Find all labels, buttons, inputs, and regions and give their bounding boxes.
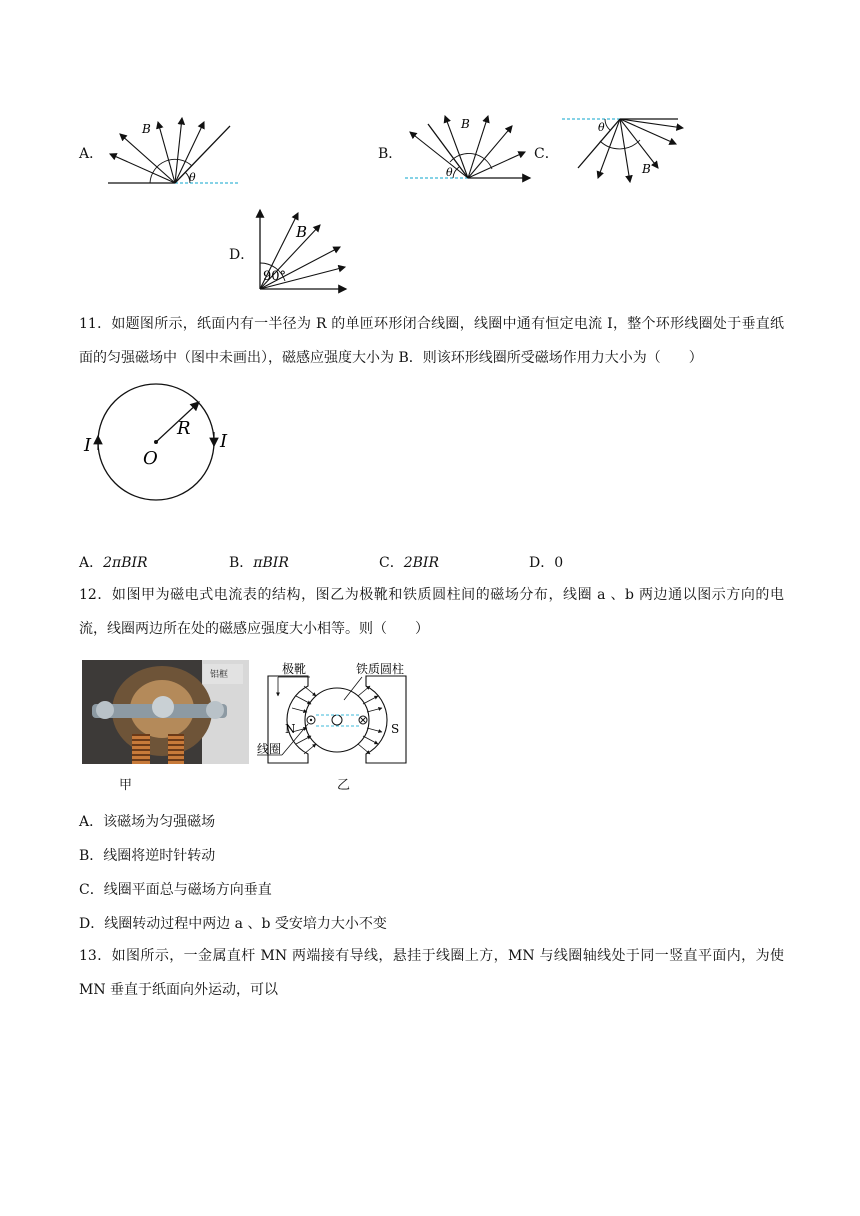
q12-option-d: D．线圈转动过程中两边 a 、b 受安培力大小不变 <box>79 916 387 932</box>
q10-option-c-figure <box>558 110 688 190</box>
q11-question <box>79 307 784 375</box>
q10-option-a-label: A． <box>79 146 104 162</box>
q13-number: 13． <box>79 948 112 964</box>
q12-label-xianquan: 线圈 <box>257 742 282 756</box>
q11-figure <box>75 380 245 510</box>
q13-text: 如图所示，一金属直杆 MN 两端接有导线，悬挂于线圈上方，MN 与线圈轴线处于同一竖直平面内，为使 MN 垂直于纸面向外运动，可以 <box>79 948 784 998</box>
q10-b-theta: θ <box>446 166 453 179</box>
q12-label-s: S <box>391 722 400 736</box>
q12-option-c: C．线圈平面总与磁场方向垂直 <box>79 882 272 898</box>
q10-b-b-label: B <box>461 117 470 131</box>
q10-option-d-figure <box>250 205 355 297</box>
q10-option-c-label: C． <box>534 146 559 162</box>
q11-option-d: D．0 <box>529 555 564 571</box>
q12-option-b: B．线圈将逆时针转动 <box>79 848 216 864</box>
q12-label-jixue: 极靴 <box>282 662 307 676</box>
q12-label-tiezhi: 铁质圆柱 <box>356 662 405 676</box>
q12-photo-jia <box>82 660 249 764</box>
q10-option-b-figure <box>400 112 535 192</box>
q10-option-d-label: D． <box>229 247 255 263</box>
q10-option-a-figure <box>100 112 250 192</box>
q11-option-b: B．πBIR <box>229 555 289 571</box>
q13-question <box>79 939 784 1007</box>
q11-option-a: A．2πBIR <box>79 555 148 571</box>
q11-label-i-right: I <box>220 431 228 452</box>
q12-diagram-yi <box>252 660 422 778</box>
q12-label-n: N <box>285 722 296 736</box>
q11-label-o: O <box>143 448 158 469</box>
q10-d-b-label: B <box>296 223 308 241</box>
q10-c-theta: θ <box>598 121 605 134</box>
q12-question <box>79 578 784 646</box>
q11-option-c: C．2BIR <box>379 555 439 571</box>
q12-photo-tag: 铝框 <box>210 670 229 680</box>
q10-d-90: 90° <box>263 269 287 284</box>
q11-label-i-left: I <box>84 435 92 456</box>
q12-caption-yi: 乙 <box>337 778 351 793</box>
q11-text: 如题图所示，纸面内有一半径为 R 的单匝环形闭合线圈，线圈中通有恒定电流 I，整个环形线圈处于垂直纸面的匀强磁场中（图中未画出），磁感应强度大小为 B．则该环形线圈所受磁场作用力大小为（ ） <box>79 316 784 366</box>
q11-label-r: R <box>177 418 191 439</box>
q10-option-b-label: B． <box>378 146 403 162</box>
q10-a-theta: θ <box>189 171 196 184</box>
q10-c-b-label: B <box>642 162 651 176</box>
q12-number: 12． <box>79 587 112 603</box>
q12-option-a: A．该磁场为匀强磁场 <box>79 814 216 830</box>
q12-caption-jia: 甲 <box>119 778 133 793</box>
q12-text: 如图甲为磁电式电流表的结构，图乙为极靴和铁质圆柱间的磁场分布，线圈 a 、b 两边通以图示方向的电流，线圈两边所在处的磁感应强度大小相等。则（ ） <box>79 587 784 637</box>
q10-a-b-label: B <box>142 122 151 136</box>
q12-pole-s <box>366 676 406 763</box>
q11-number: 11． <box>79 316 112 332</box>
